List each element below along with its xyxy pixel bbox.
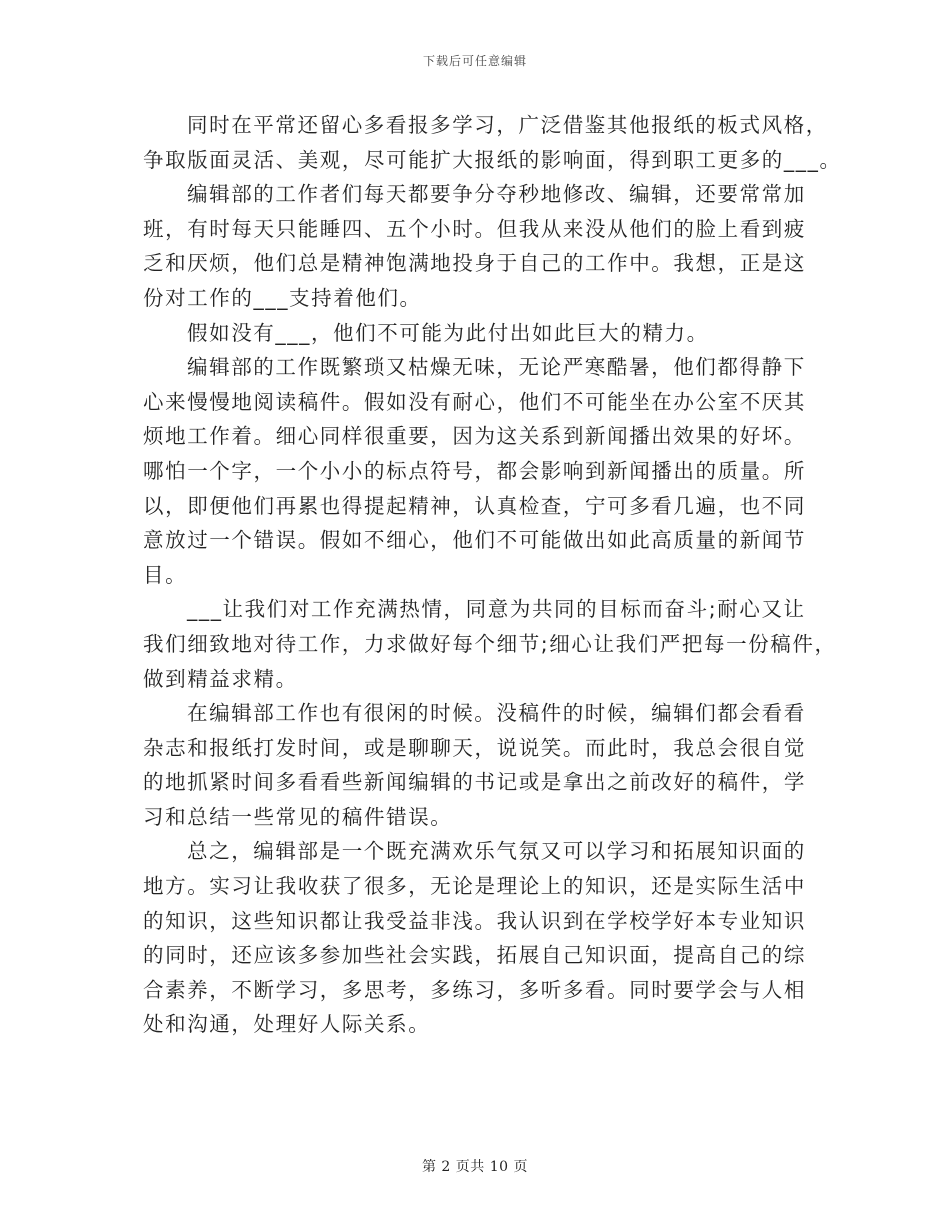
text-line: 同时在平常还留心多看报多学习，广泛借鉴其他报纸的板式风格，	[187, 113, 828, 137]
page-header: 下载后可任意编辑	[422, 54, 527, 68]
text-line: 目。	[143, 562, 188, 587]
text-line: 处和沟通，处理好人际关系。	[143, 1012, 431, 1037]
text-line: 以，即便他们再累也得提起精神，认真检查，宁可多看几遍，也不同	[143, 493, 806, 518]
text-line: 争取版面灵活、美观，尽可能扩大报纸的影响面，得到职工更多的___。	[143, 147, 842, 172]
text-line: 烦地工作着。细心同样很重要，因为这关系到新闻播出效果的好坏。	[143, 424, 806, 449]
text-line: 意放过一个错误。假如不细心，他们不可能做出如此高质量的新闻节	[143, 528, 806, 553]
text-line: 我们细致地对待工作，力求做好每个细节;细心让我们严把每一份稿件，	[143, 631, 837, 656]
text-line: 班，有时每天只能睡四、五个小时。但我从来没从他们的脸上看到疲	[143, 216, 806, 241]
text-line: 份对工作的___支持着他们。	[143, 285, 422, 310]
text-line: ___让我们对工作充满热情，同意为共同的目标而奋斗;耐心又让	[187, 597, 806, 622]
text-line: 哪怕一个字，一个小小的标点符号，都会影响到新闻播出的质量。所	[143, 458, 806, 483]
document-body	[143, 108, 842, 1042]
paragraph-6	[143, 696, 815, 834]
text-line: 假如没有___，他们不可能为此付出如此巨大的精力。	[187, 320, 709, 345]
text-line: 乏和厌烦，他们总是精神饱满地投身于自己的工作中。我想，正是这	[143, 251, 806, 276]
text-line: 的知识，这些知识都让我受益非浅。我认识到在学校学好本专业知识	[143, 908, 806, 933]
text-line: 编辑部的工作者们每天都要争分夺秒地修改、编辑，还要常常加	[187, 182, 806, 207]
text-line: 地方。实习让我收获了很多，无论是理论上的知识，还是实际生活中	[143, 874, 806, 899]
text-line: 合素养，不断学习，多思考，多练习，多听多看。同时要学会与人相	[143, 977, 806, 1002]
text-line: 在编辑部工作也有很闲的时候。没稿件的时候，编辑们都会看看	[187, 701, 806, 726]
paragraph-1	[143, 108, 842, 177]
text-line: 总之，编辑部是一个既充满欢乐气氛又可以学习和拓展知识面的	[187, 839, 806, 864]
paragraph-5	[143, 592, 837, 696]
paragraph-3	[143, 316, 815, 351]
text-line: 的同时，还应该多参加些社会实践，拓展自己知识面，提高自己的综	[143, 943, 806, 968]
text-line: 做到精益求精。	[143, 666, 298, 691]
paragraph-7	[143, 834, 815, 1042]
paragraph-4	[143, 350, 815, 592]
text-line: 杂志和报纸打发时间，或是聊聊天，说说笑。而此时，我总会很自觉	[143, 735, 806, 760]
text-line: 的地抓紧时间多看看些新闻编辑的书记或是拿出之前改好的稿件，学	[143, 770, 806, 795]
text-line: 编辑部的工作既繁琐又枯燥无味，无论严寒酷暑，他们都得静下	[187, 355, 806, 380]
paragraph-2	[143, 177, 815, 315]
page-footer: 第 2 页共 10 页	[421, 1159, 529, 1175]
text-line: 习和总结一些常见的稿件错误。	[143, 804, 453, 829]
text-line: 心来慢慢地阅读稿件。假如没有耐心，他们不可能坐在办公室不厌其	[143, 389, 806, 414]
